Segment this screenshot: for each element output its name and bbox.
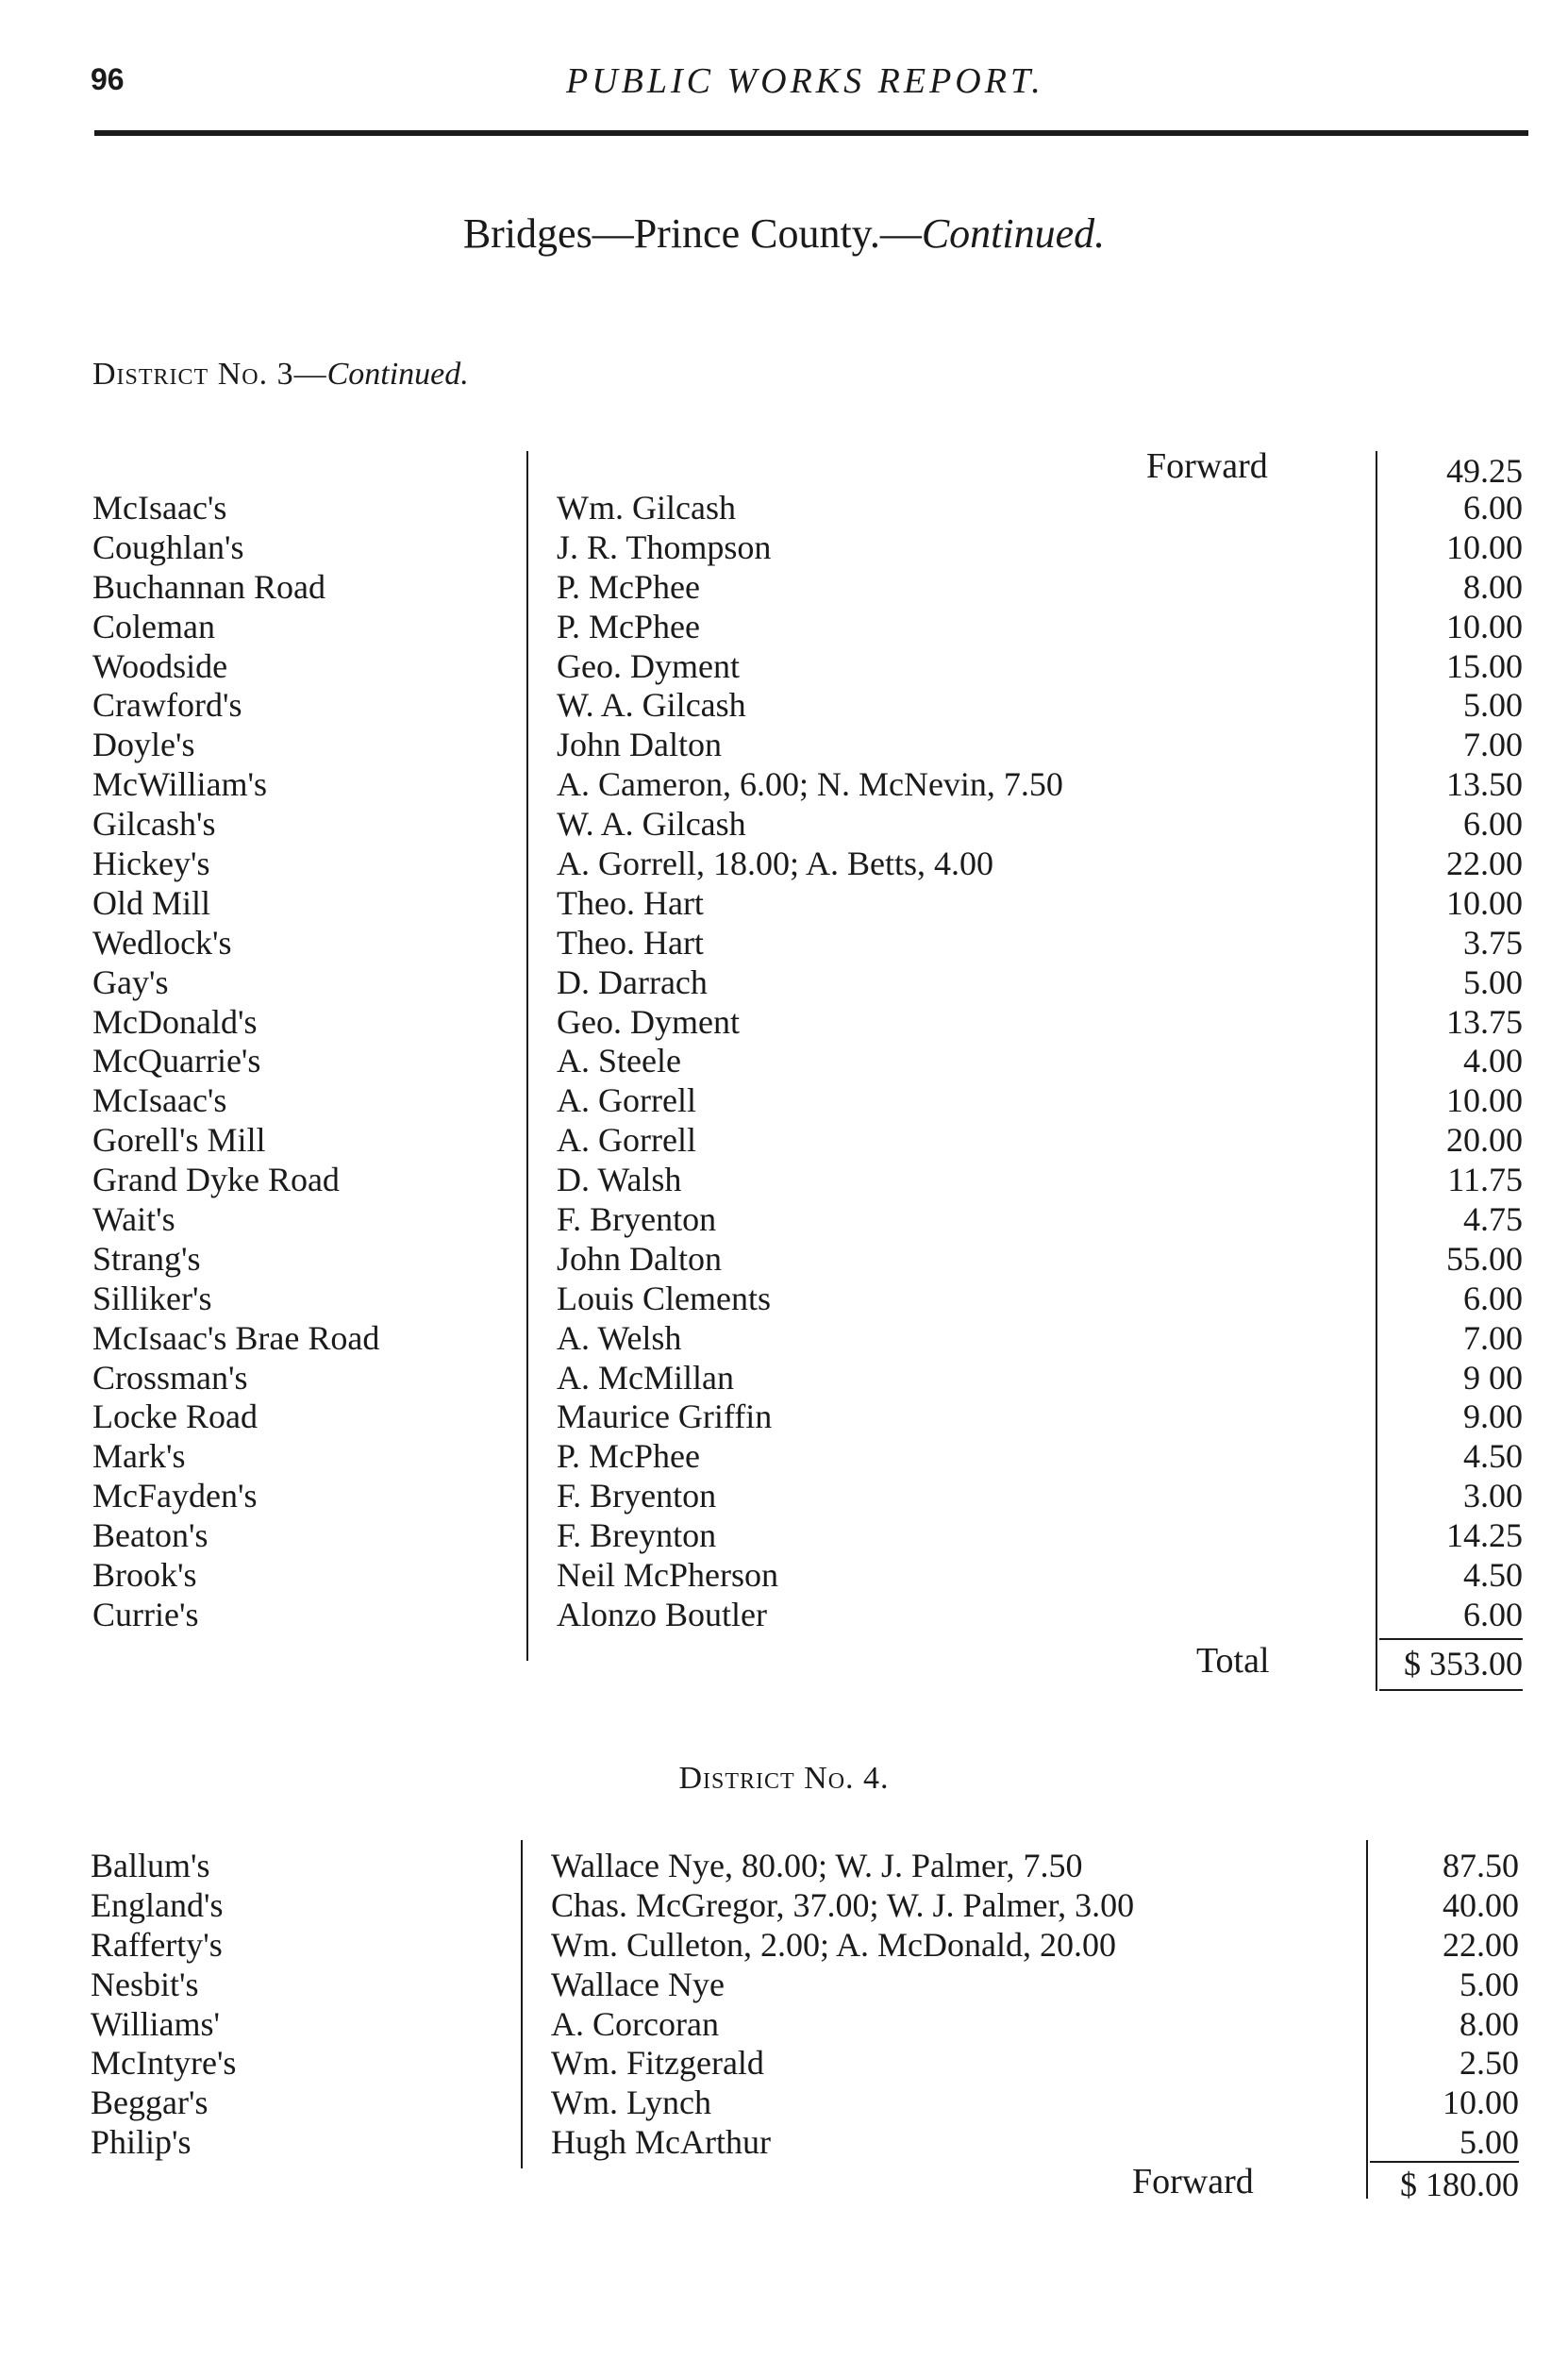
district-3-payee-column	[557, 489, 1063, 1635]
page-number: 96	[91, 62, 125, 96]
district-3-heading-text: District No. 3—	[92, 357, 327, 392]
bridge-name: Beggar's	[91, 2084, 209, 2122]
payee-name: A. Cameron, 6.00; N. McNevin, 7.50	[557, 765, 1063, 804]
amount-value: 10.00	[1446, 1081, 1523, 1120]
payee-name: A. Gorrell	[557, 1121, 696, 1160]
district-3-bridge-column	[92, 489, 379, 1635]
amount-value: 55.00	[1446, 1239, 1523, 1278]
bridge-name: Crawford's	[92, 686, 242, 725]
section-title	[0, 209, 1568, 258]
bridge-name: Wedlock's	[92, 923, 232, 962]
amount-value: 11.75	[1447, 1161, 1523, 1199]
bridge-name: Buchannan Road	[92, 567, 325, 606]
district-3-heading-continued: Continued.	[326, 357, 469, 392]
payee-name: Wm. Fitzgerald	[551, 2044, 764, 2083]
payee-name: P. McPhee	[557, 607, 700, 645]
section-title-text: Bridges—Prince County.—	[462, 210, 922, 257]
amount-value: 7.00	[1463, 1318, 1523, 1357]
district-4-amount-column	[1330, 1847, 1519, 2163]
amount-value: 87.50	[1443, 1847, 1519, 1884]
amount-value: 6.00	[1463, 489, 1523, 527]
payee-name: A. Welsh	[557, 1318, 682, 1357]
amount-value: 7.00	[1463, 726, 1523, 764]
payee-name: Wm. Culleton, 2.00; A. McDonald, 20.00	[551, 1925, 1116, 1964]
bridge-name: McQuarrie's	[92, 1042, 261, 1080]
district-4-forward-label: Forward	[1132, 2162, 1254, 2201]
amount-value: 4.00	[1463, 1042, 1523, 1080]
amount-value: 5.00	[1463, 962, 1523, 1001]
amount-value: 3.00	[1463, 1477, 1523, 1515]
header-rule	[94, 130, 1528, 136]
amount-value: 13.75	[1446, 1002, 1523, 1041]
bridge-name: Gilcash's	[92, 805, 216, 844]
bridge-name: Old Mill	[92, 883, 211, 922]
bridge-name: Locke Road	[92, 1398, 258, 1436]
payee-name: Wallace Nye, 80.00; W. J. Palmer, 7.50	[551, 1847, 1083, 1884]
payee-name: Theo. Hart	[557, 923, 704, 962]
payee-name: Geo. Dyment	[557, 1002, 740, 1041]
payee-name: P. McPhee	[557, 567, 700, 606]
bridge-name: Philip's	[91, 2123, 192, 2162]
payee-name: Neil McPherson	[557, 1556, 778, 1595]
amount-value: 22.00	[1446, 845, 1523, 883]
bridge-name: Beaton's	[92, 1516, 209, 1555]
payee-name: John Dalton	[557, 726, 722, 764]
payee-name: John Dalton	[557, 1239, 722, 1278]
running-head: PUBLIC WORKS REPORT.	[566, 61, 1044, 101]
payee-name: A. Gorrell	[557, 1081, 696, 1120]
bridge-name: Coughlan's	[92, 527, 244, 566]
bridge-name: Hickey's	[92, 845, 210, 883]
district-3-sum-rule	[1379, 1638, 1523, 1640]
amount-value: 20.00	[1446, 1121, 1523, 1160]
bridge-name: Crossman's	[92, 1358, 248, 1397]
amount-value: 10.00	[1446, 607, 1523, 645]
bridge-name: Woodside	[92, 646, 228, 685]
payee-name: A. Corcoran	[551, 2004, 719, 2043]
amount-value: 13.50	[1446, 765, 1523, 804]
district-3-total-amount: $ 353.00	[1404, 1645, 1523, 1682]
district-4-bridge-column	[91, 1847, 236, 2163]
bridge-name: Nesbit's	[91, 1965, 199, 2003]
amount-value: 9.00	[1463, 1398, 1523, 1436]
district-4-forward-amount: $ 180.00	[1400, 2166, 1519, 2203]
payee-name: A. McMillan	[557, 1358, 734, 1397]
district-4-heading: District No. 4.	[678, 1761, 890, 1796]
payee-name: Geo. Dyment	[557, 646, 740, 685]
bridge-name: England's	[91, 1885, 224, 1924]
district-3-forward-amount: 49.25	[1446, 452, 1523, 490]
amount-value: 2.50	[1460, 2044, 1519, 2083]
bridge-name: Gorell's Mill	[92, 1121, 266, 1160]
bridge-name: Rafferty's	[91, 1925, 223, 1964]
amount-value: 10.00	[1446, 527, 1523, 566]
amount-value: 8.00	[1463, 567, 1523, 606]
district-3-heading	[92, 357, 469, 393]
payee-name: P. McPhee	[557, 1437, 700, 1476]
amount-value: 40.00	[1443, 1885, 1519, 1924]
amount-value: 4.50	[1463, 1437, 1523, 1476]
bridge-name: McIntyre's	[91, 2044, 237, 2083]
bridge-name: McIsaac's Brae Road	[92, 1318, 380, 1357]
bridge-name: McWilliam's	[92, 765, 268, 804]
bridge-name: Gay's	[92, 962, 169, 1001]
payee-name: W. A. Gilcash	[557, 686, 746, 725]
district-3-column-rule-left	[526, 451, 528, 1661]
district-3-total-underline	[1379, 1689, 1523, 1691]
payee-name: F. Bryenton	[557, 1477, 717, 1515]
district-4-payee-column	[551, 1847, 1134, 2163]
amount-value: 14.25	[1446, 1516, 1523, 1555]
amount-value: 4.75	[1463, 1200, 1523, 1239]
bridge-name: Silliker's	[92, 1279, 212, 1317]
amount-value: 15.00	[1446, 646, 1523, 685]
payee-name: Hugh McArthur	[551, 2123, 771, 2162]
payee-name: Wallace Nye	[551, 1965, 725, 2003]
section-title-continued: Continued.	[921, 210, 1106, 257]
amount-value: 10.00	[1446, 883, 1523, 922]
amount-value: 6.00	[1463, 1595, 1523, 1633]
amount-value: 10.00	[1443, 2084, 1519, 2122]
district-4-sum-rule	[1370, 2161, 1519, 2163]
bridge-name: McDonald's	[92, 1002, 258, 1041]
amount-value: 5.00	[1460, 2123, 1519, 2162]
district-4-column-rule-left	[521, 1840, 523, 2168]
bridge-name: Coleman	[92, 607, 215, 645]
payee-name: F. Bryenton	[557, 1200, 717, 1239]
payee-name: Louis Clements	[557, 1279, 771, 1317]
bridge-name: McFayden's	[92, 1477, 258, 1515]
amount-value: 6.00	[1463, 805, 1523, 844]
amount-value: 9 00	[1463, 1358, 1523, 1397]
bridge-name: Williams'	[91, 2004, 221, 2043]
district-3-amount-column	[1334, 489, 1523, 1635]
amount-value: 22.00	[1443, 1925, 1519, 1964]
district-3-total-label: Total	[1196, 1641, 1270, 1681]
bridge-name: Wait's	[92, 1200, 175, 1239]
bridge-name: Ballum's	[91, 1847, 210, 1884]
payee-name: Chas. McGregor, 37.00; W. J. Palmer, 3.00	[551, 1885, 1135, 1924]
bridge-name: McIsaac's	[92, 1081, 227, 1120]
bridge-name: Doyle's	[92, 726, 195, 764]
payee-name: D. Walsh	[557, 1161, 682, 1199]
bridge-name: McIsaac's	[92, 489, 227, 527]
amount-value: 5.00	[1463, 686, 1523, 725]
amount-value: 3.75	[1463, 923, 1523, 962]
payee-name: Maurice Griffin	[557, 1398, 773, 1436]
amount-value: 6.00	[1463, 1279, 1523, 1317]
bridge-name: Mark's	[92, 1437, 186, 1476]
bridge-name: Currie's	[92, 1595, 199, 1633]
district-3-forward-label: Forward	[1146, 446, 1268, 486]
payee-name: J. R. Thompson	[557, 527, 772, 566]
payee-name: Wm. Gilcash	[557, 489, 736, 527]
payee-name: D. Darrach	[557, 962, 708, 1001]
payee-name: Wm. Lynch	[551, 2084, 711, 2122]
payee-name: A. Steele	[557, 1042, 681, 1080]
payee-name: W. A. Gilcash	[557, 805, 746, 844]
payee-name: F. Breynton	[557, 1516, 717, 1555]
bridge-name: Brook's	[92, 1556, 197, 1595]
payee-name: Theo. Hart	[557, 883, 704, 922]
payee-name: Alonzo Boutler	[557, 1595, 767, 1633]
amount-value: 4.50	[1463, 1556, 1523, 1595]
payee-name: A. Gorrell, 18.00; A. Betts, 4.00	[557, 845, 993, 883]
amount-value: 5.00	[1460, 1965, 1519, 2003]
bridge-name: Strang's	[92, 1239, 201, 1278]
amount-value: 8.00	[1460, 2004, 1519, 2043]
bridge-name: Grand Dyke Road	[92, 1161, 340, 1199]
